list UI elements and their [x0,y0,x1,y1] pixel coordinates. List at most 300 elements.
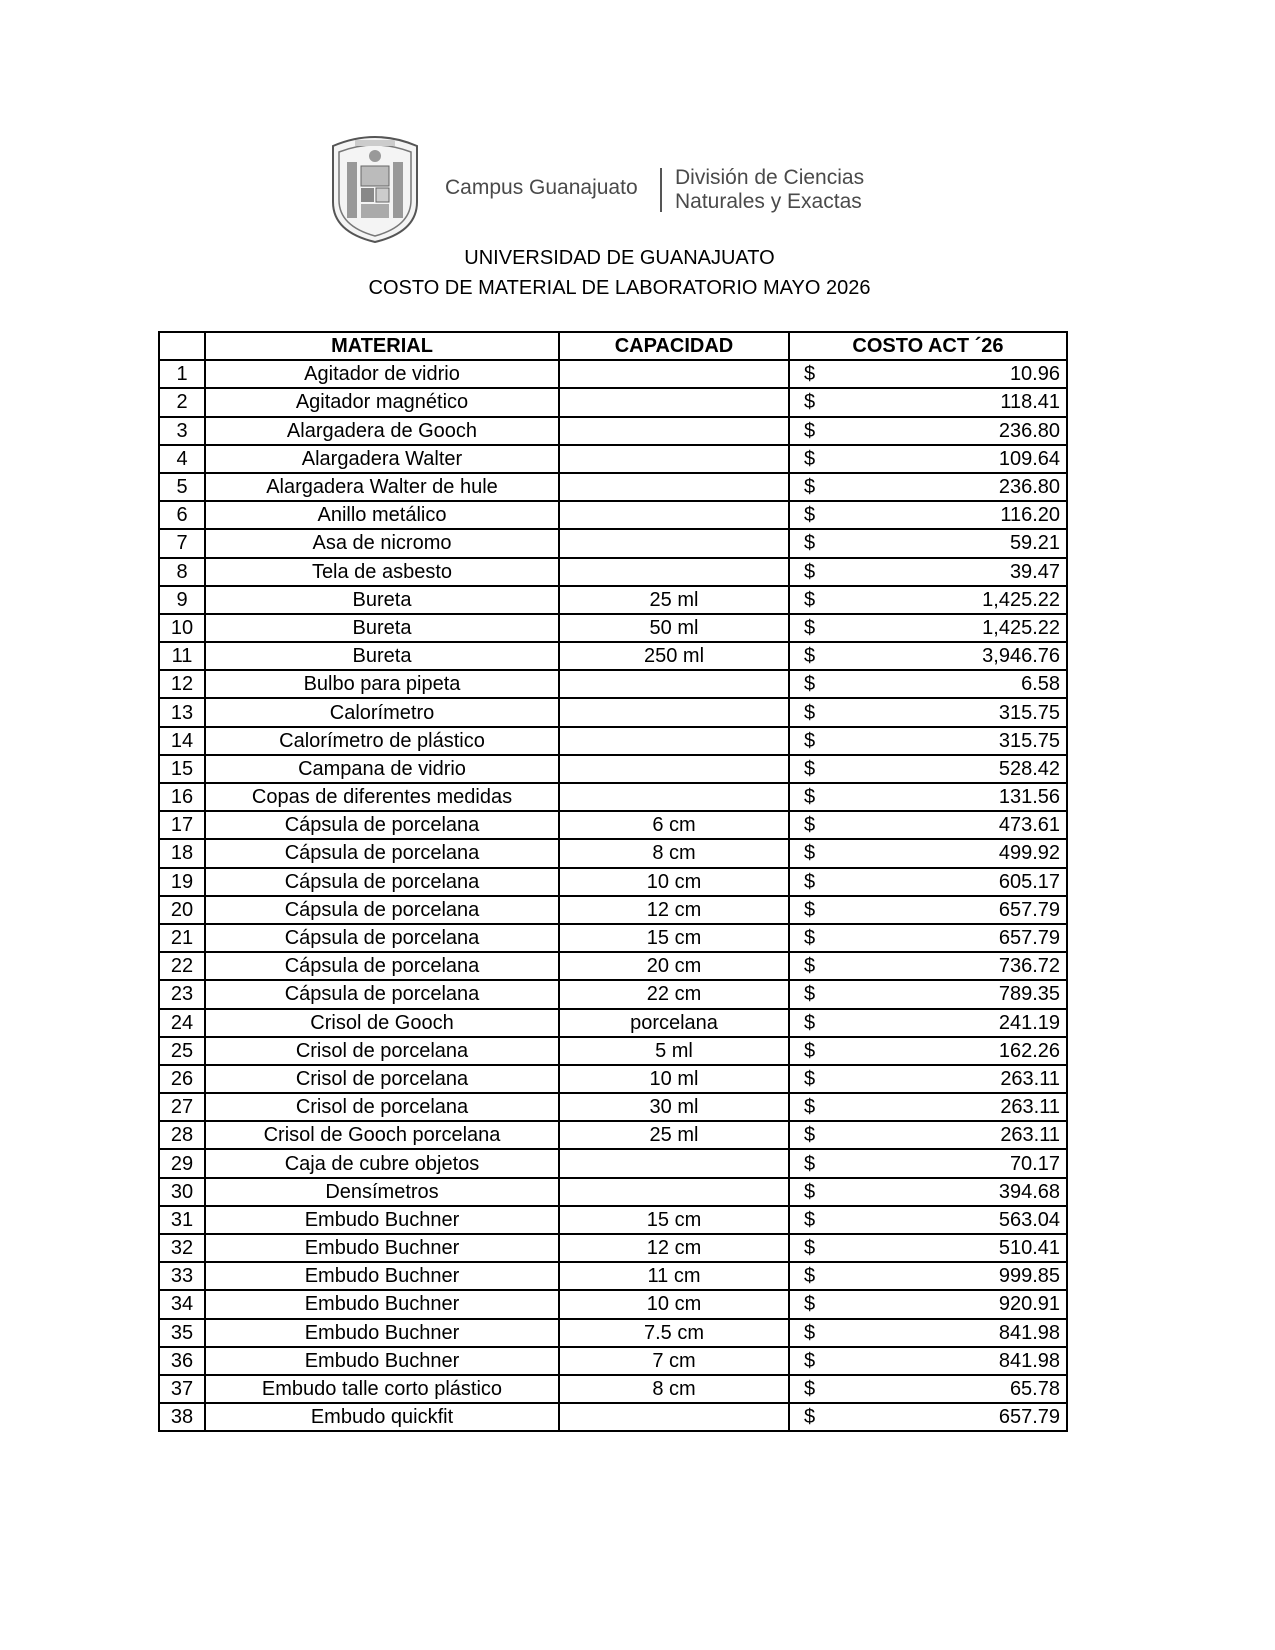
money-value [796,1094,1060,1120]
table-row [159,1121,1067,1149]
currency-sign: $ [804,447,816,470]
cost-amount: 528.42 [998,757,1060,780]
material-cell: Agitador de vidrio [205,360,559,388]
currency-sign: $ [804,1011,816,1034]
table-row [159,1375,1067,1403]
division-name [675,166,864,214]
currency-sign: $ [804,1293,816,1316]
table-row [159,445,1067,473]
currency-sign: $ [804,870,816,893]
costo-cell [789,698,1067,726]
capacidad-cell: 25 ml [559,1121,789,1149]
costo-cell [789,558,1067,586]
capacidad-cell: porcelana [559,1009,789,1037]
table-row [159,360,1067,388]
costo-cell [789,1178,1067,1206]
material-cell: Asa de nicromo [205,529,559,557]
row-number: 11 [159,642,205,670]
money-value [796,1122,1060,1148]
currency-sign: $ [804,927,816,950]
money-value [796,1179,1060,1205]
currency-sign: $ [804,757,816,780]
material-cell: Bureta [205,614,559,642]
money-value [796,728,1060,754]
money-value [796,1010,1060,1036]
currency-sign: $ [804,786,816,809]
money-value [796,1066,1060,1092]
capacidad-cell [559,1178,789,1206]
money-value [796,1038,1060,1064]
row-number: 23 [159,980,205,1008]
material-cell: Cápsula de porcelana [205,811,559,839]
costo-cell [789,1149,1067,1177]
cost-amount: 118.41 [1000,391,1060,414]
costo-cell [789,1262,1067,1290]
table-row [159,868,1067,896]
money-value [796,361,1060,387]
costo-cell [789,1347,1067,1375]
capacidad-cell [559,529,789,557]
material-cell: Bulbo para pipeta [205,670,559,698]
money-value [796,418,1060,444]
material-cell: Agitador magnético [205,388,559,416]
table-row [159,388,1067,416]
table-row [159,1149,1067,1177]
division-line-2: Naturales y Exactas [675,190,862,213]
row-number: 2 [159,388,205,416]
capacidad-cell [559,670,789,698]
cost-amount: 162.26 [998,1039,1060,1062]
header-logo-block [325,130,885,245]
currency-sign: $ [804,476,816,499]
table-row [159,1065,1067,1093]
cost-amount: 789.35 [998,983,1060,1006]
cost-amount: 657.79 [998,927,1060,950]
costo-cell [789,388,1067,416]
currency-sign: $ [804,1237,816,1260]
cost-amount: 1,425.22 [982,616,1060,639]
money-value [796,756,1060,782]
capacidad-cell: 10 cm [559,868,789,896]
capacidad-cell: 10 cm [559,1290,789,1318]
row-number: 27 [159,1093,205,1121]
row-number: 17 [159,811,205,839]
currency-sign: $ [804,363,816,386]
table-row [159,839,1067,867]
costo-cell [789,1009,1067,1037]
currency-sign: $ [804,588,816,611]
costo-cell [789,1065,1067,1093]
costo-cell [789,952,1067,980]
table-row [159,783,1067,811]
costo-cell [789,473,1067,501]
capacidad-cell: 15 cm [559,924,789,952]
material-cell: Calorímetro [205,698,559,726]
material-cell: Densímetros [205,1178,559,1206]
money-value [796,1348,1060,1374]
row-number: 22 [159,952,205,980]
header-number [159,332,205,360]
money-value [796,446,1060,472]
cost-amount: 131.56 [998,786,1060,809]
costo-cell [789,1206,1067,1234]
table-header-row [159,332,1067,360]
currency-sign: $ [804,1124,816,1147]
division-line-1: División de Ciencias [675,166,865,189]
cost-amount: 116.20 [1000,504,1060,527]
money-value [796,1404,1060,1430]
costo-cell [789,1037,1067,1065]
row-number: 1 [159,360,205,388]
header-capacidad: CAPACIDAD [559,332,789,360]
costo-cell [789,1290,1067,1318]
table-row [159,501,1067,529]
currency-sign: $ [804,1067,816,1090]
cost-amount: 109.64 [998,447,1060,470]
cost-amount: 499.92 [998,842,1060,865]
header-divider [660,168,662,212]
currency-sign: $ [804,673,816,696]
money-value [796,840,1060,866]
material-cell: Embudo Buchner [205,1290,559,1318]
table-row [159,670,1067,698]
capacidad-cell: 7.5 cm [559,1319,789,1347]
row-number: 21 [159,924,205,952]
material-cell: Cápsula de porcelana [205,896,559,924]
money-value [796,1151,1060,1177]
costo-cell [789,1234,1067,1262]
costo-cell [789,839,1067,867]
material-cost-table [158,331,1068,1432]
costo-cell [789,529,1067,557]
row-number: 16 [159,783,205,811]
currency-sign: $ [804,616,816,639]
currency-sign: $ [804,1265,816,1288]
row-number: 7 [159,529,205,557]
costo-cell [789,924,1067,952]
material-cell: Crisol de porcelana [205,1093,559,1121]
table-row [159,1206,1067,1234]
cost-amount: 59.21 [1009,532,1060,555]
currency-sign: $ [804,898,816,921]
table-row [159,1403,1067,1431]
money-value [796,1263,1060,1289]
capacidad-cell [559,473,789,501]
material-cell: Embudo Buchner [205,1347,559,1375]
money-value [796,615,1060,641]
costo-cell [789,501,1067,529]
university-seal-logo [325,132,425,244]
row-number: 30 [159,1178,205,1206]
capacidad-cell: 50 ml [559,614,789,642]
cost-amount: 315.75 [998,729,1060,752]
costo-cell [789,417,1067,445]
money-value [796,502,1060,528]
currency-sign: $ [804,1152,816,1175]
currency-sign: $ [804,1096,816,1119]
costo-cell [789,1375,1067,1403]
cost-amount: 241.19 [998,1011,1060,1034]
capacidad-cell: 10 ml [559,1065,789,1093]
currency-sign: $ [804,645,816,668]
cost-amount: 70.17 [1009,1152,1060,1175]
money-value [796,897,1060,923]
row-number: 34 [159,1290,205,1318]
money-value [796,869,1060,895]
currency-sign: $ [804,391,816,414]
table-row [159,1037,1067,1065]
capacidad-cell: 12 cm [559,1234,789,1262]
costo-cell [789,445,1067,473]
cost-amount: 394.68 [998,1180,1060,1203]
capacidad-cell: 12 cm [559,896,789,924]
title-university: UNIVERSIDAD DE GUANAJUATO [464,247,775,269]
table-row [159,1093,1067,1121]
row-number: 29 [159,1149,205,1177]
row-number: 19 [159,868,205,896]
currency-sign: $ [804,532,816,555]
cost-amount: 563.04 [998,1208,1060,1231]
costo-cell [789,896,1067,924]
cost-amount: 65.78 [1009,1378,1060,1401]
row-number: 36 [159,1347,205,1375]
material-cell: Cápsula de porcelana [205,952,559,980]
money-value [796,587,1060,613]
capacidad-cell [559,445,789,473]
table-row [159,586,1067,614]
material-cell: Campana de vidrio [205,755,559,783]
costo-cell [789,642,1067,670]
cost-amount: 10.96 [1009,363,1060,386]
money-value [796,1235,1060,1261]
table-row [159,614,1067,642]
row-number: 32 [159,1234,205,1262]
money-value [796,1320,1060,1346]
capacidad-cell: 20 cm [559,952,789,980]
table-row [159,1347,1067,1375]
material-cell: Alargadera de Gooch [205,417,559,445]
table-row [159,1009,1067,1037]
table-row [159,1319,1067,1347]
row-number: 4 [159,445,205,473]
money-value [796,1291,1060,1317]
table-row [159,952,1067,980]
material-cell: Anillo metálico [205,501,559,529]
table-row [159,924,1067,952]
money-value [796,474,1060,500]
currency-sign: $ [804,1406,816,1429]
cost-amount: 605.17 [998,870,1060,893]
costo-cell [789,1403,1067,1431]
table-row [159,755,1067,783]
material-cell: Cápsula de porcelana [205,868,559,896]
row-number: 5 [159,473,205,501]
row-number: 15 [159,755,205,783]
material-cell: Crisol de Gooch [205,1009,559,1037]
capacidad-cell [559,388,789,416]
capacidad-cell: 5 ml [559,1037,789,1065]
costo-cell [789,980,1067,1008]
currency-sign: $ [804,729,816,752]
material-cell: Cápsula de porcelana [205,980,559,1008]
currency-sign: $ [804,560,816,583]
money-value [796,784,1060,810]
cost-amount: 920.91 [998,1293,1060,1316]
money-value [796,559,1060,585]
table-row [159,642,1067,670]
currency-sign: $ [804,955,816,978]
cost-amount: 510.41 [998,1237,1060,1260]
row-number: 8 [159,558,205,586]
material-cell: Caja de cubre objetos [205,1149,559,1177]
row-number: 38 [159,1403,205,1431]
material-cell: Alargadera Walter de hule [205,473,559,501]
table-row [159,727,1067,755]
capacidad-cell [559,501,789,529]
costo-cell [789,755,1067,783]
capacidad-cell [559,755,789,783]
cost-amount: 841.98 [998,1349,1060,1372]
currency-sign: $ [804,1349,816,1372]
currency-sign: $ [804,1378,816,1401]
currency-sign: $ [804,504,816,527]
capacidad-cell: 11 cm [559,1262,789,1290]
capacidad-cell [559,558,789,586]
material-cell: Cápsula de porcelana [205,839,559,867]
capacidad-cell [559,1149,789,1177]
table-row [159,1234,1067,1262]
money-value [796,530,1060,556]
currency-sign: $ [804,983,816,1006]
cost-amount: 999.85 [998,1265,1060,1288]
cost-amount: 263.11 [1000,1124,1060,1147]
cost-amount: 236.80 [998,476,1060,499]
cost-amount: 236.80 [998,419,1060,442]
cost-amount: 315.75 [998,701,1060,724]
money-value [796,1376,1060,1402]
material-cell: Embudo talle corto plástico [205,1375,559,1403]
cost-amount: 263.11 [1000,1096,1060,1119]
capacidad-cell: 8 cm [559,839,789,867]
row-number: 9 [159,586,205,614]
currency-sign: $ [804,419,816,442]
capacidad-cell: 250 ml [559,642,789,670]
money-value [796,812,1060,838]
table-row [159,1178,1067,1206]
material-cell: Crisol de Gooch porcelana [205,1121,559,1149]
currency-sign: $ [804,842,816,865]
cost-amount: 841.98 [998,1321,1060,1344]
row-number: 14 [159,727,205,755]
capacidad-cell: 8 cm [559,1375,789,1403]
money-value [796,981,1060,1007]
table-row [159,980,1067,1008]
header-costo: COSTO ACT ´26 [789,332,1067,360]
capacidad-cell [559,1403,789,1431]
material-cell: Crisol de porcelana [205,1037,559,1065]
cost-amount: 1,425.22 [982,588,1060,611]
money-value [796,1207,1060,1233]
row-number: 13 [159,698,205,726]
money-value [796,389,1060,415]
table-row [159,1262,1067,1290]
currency-sign: $ [804,1039,816,1062]
campus-name: Campus Guanajuato [445,176,638,199]
table-row [159,473,1067,501]
currency-sign: $ [804,701,816,724]
row-number: 25 [159,1037,205,1065]
material-cell: Embudo Buchner [205,1206,559,1234]
row-number: 24 [159,1009,205,1037]
cost-amount: 263.11 [1000,1067,1060,1090]
table-row [159,1290,1067,1318]
header-material: MATERIAL [205,332,559,360]
capacidad-cell [559,783,789,811]
row-number: 37 [159,1375,205,1403]
costo-cell [789,1319,1067,1347]
costo-cell [789,1121,1067,1149]
money-value [796,925,1060,951]
row-number: 26 [159,1065,205,1093]
material-cell: Crisol de porcelana [205,1065,559,1093]
cost-amount: 3,946.76 [982,645,1060,668]
cost-amount: 39.47 [1009,560,1060,583]
row-number: 35 [159,1319,205,1347]
material-cell: Bureta [205,586,559,614]
capacidad-cell: 7 cm [559,1347,789,1375]
material-cell: Embudo Buchner [205,1319,559,1347]
currency-sign: $ [804,1208,816,1231]
material-cell: Embudo Buchner [205,1262,559,1290]
table-row [159,529,1067,557]
cost-amount: 473.61 [998,814,1060,837]
row-number: 28 [159,1121,205,1149]
money-value [796,700,1060,726]
row-number: 10 [159,614,205,642]
cost-amount: 657.79 [998,1406,1060,1429]
costo-cell [789,614,1067,642]
money-value [796,671,1060,697]
capacidad-cell: 30 ml [559,1093,789,1121]
costo-cell [789,811,1067,839]
capacidad-cell: 22 cm [559,980,789,1008]
table-row [159,417,1067,445]
row-number: 12 [159,670,205,698]
costo-cell [789,783,1067,811]
table-row [159,698,1067,726]
material-cell: Alargadera Walter [205,445,559,473]
title-report: COSTO DE MATERIAL DE LABORATORIO MAYO 2026 [368,277,871,299]
row-number: 33 [159,1262,205,1290]
material-cell: Bureta [205,642,559,670]
table-row [159,558,1067,586]
material-cell: Embudo Buchner [205,1234,559,1262]
costo-cell [789,868,1067,896]
row-number: 31 [159,1206,205,1234]
table-body [159,360,1067,1431]
money-value [796,953,1060,979]
cost-amount: 6.58 [1021,673,1060,696]
document-titles [0,243,1275,303]
currency-sign: $ [804,1321,816,1344]
capacidad-cell: 15 cm [559,1206,789,1234]
row-number: 6 [159,501,205,529]
row-number: 3 [159,417,205,445]
material-cell: Embudo quickfit [205,1403,559,1431]
costo-cell [789,360,1067,388]
capacidad-cell [559,360,789,388]
row-number: 18 [159,839,205,867]
